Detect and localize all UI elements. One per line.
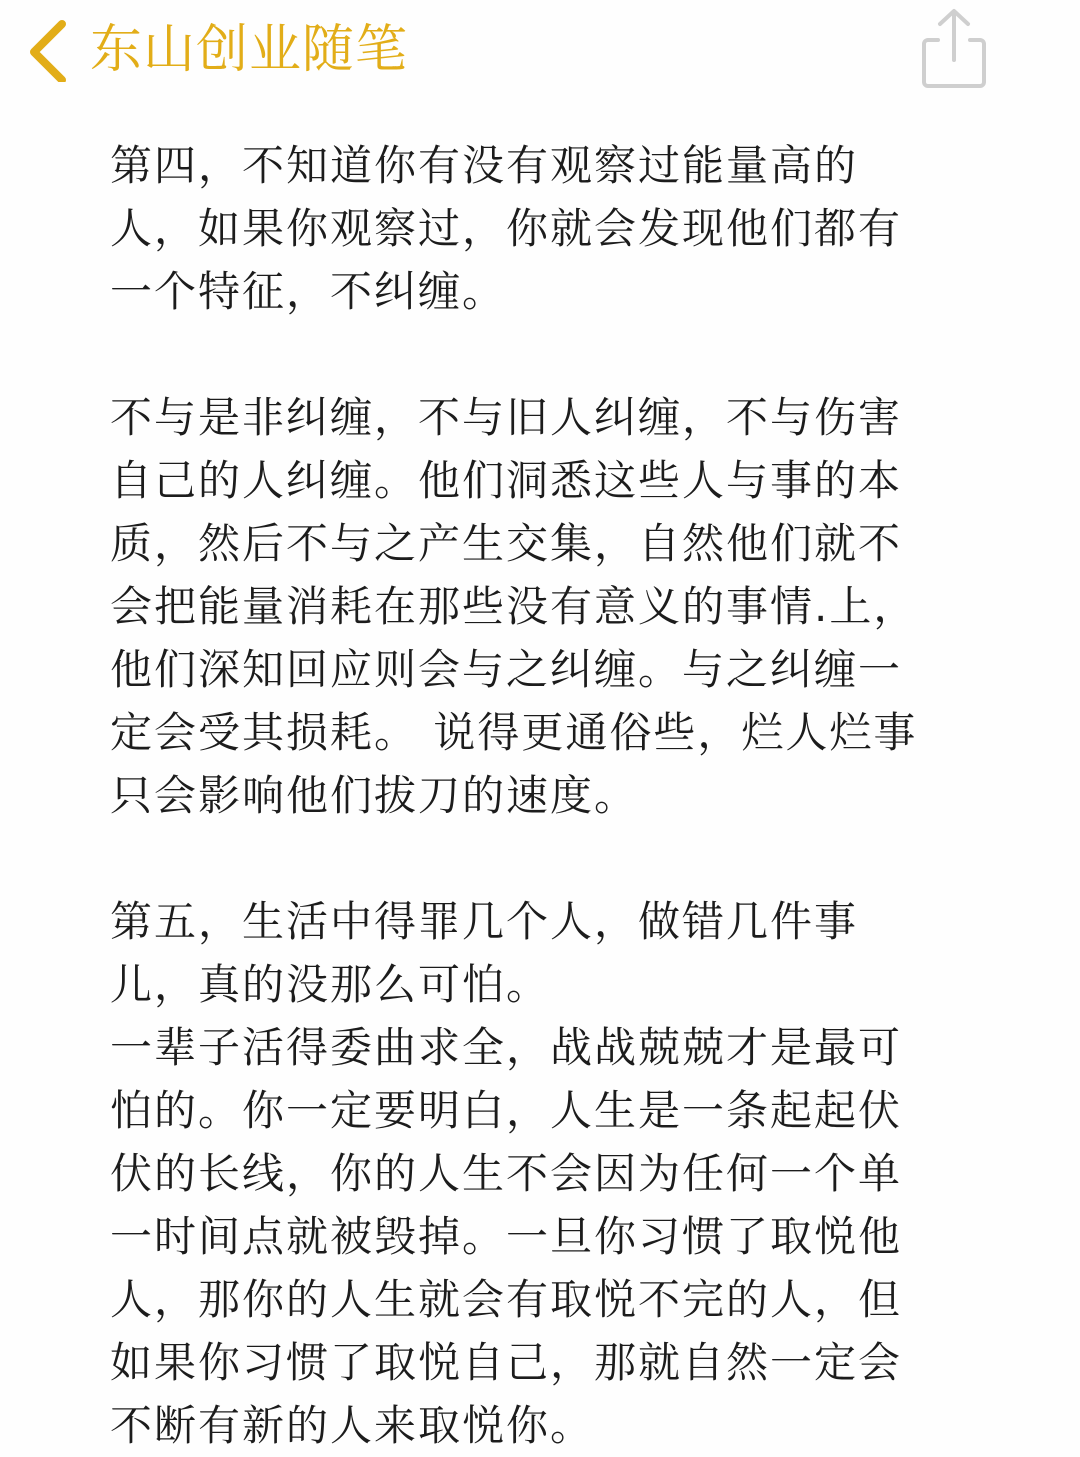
note-line: 伏的长线，你的人生不会因为任何一个单 bbox=[110, 1149, 903, 1198]
note-line: 会把能量消耗在那些没有意义的事情.上， bbox=[110, 582, 918, 631]
share-button[interactable] bbox=[916, 6, 992, 92]
note-line: 一时间点就被毁掉。一旦你习惯了取悦他 bbox=[110, 1212, 903, 1261]
note-folder-title: 东山创业随笔 bbox=[90, 20, 409, 80]
note-line: 定会受其损耗。 说得更通俗些，烂人烂事 bbox=[110, 708, 918, 757]
note-line: 怕的。你一定要明白，人生是一条起起伏 bbox=[110, 1086, 903, 1135]
chevron-left-icon bbox=[22, 18, 70, 82]
nav-bar bbox=[0, 0, 1080, 100]
note-line: 一辈子活得委曲求全，战战兢兢才是最可 bbox=[110, 1023, 903, 1072]
note-line: 不与是非纠缠，不与旧人纠缠，不与伤害 bbox=[110, 393, 903, 442]
note-line: 人，如果你观察过，你就会发现他们都有 bbox=[110, 204, 903, 253]
note-line: 自己的人纠缠。他们洞悉这些人与事的本 bbox=[110, 456, 903, 505]
note-line: 第五，生活中得罪几个人，做错几件事 bbox=[110, 897, 859, 946]
note-line: 只会影响他们拔刀的速度。 bbox=[110, 771, 639, 820]
back-button[interactable] bbox=[22, 14, 408, 86]
note-line: 人，那你的人生就会有取悦不完的人，但 bbox=[110, 1275, 903, 1324]
note-line: 不断有新的人来取悦你。 bbox=[110, 1401, 595, 1450]
note-line: 质，然后不与之产生交集，自然他们就不 bbox=[110, 519, 903, 568]
paragraph-gap bbox=[110, 827, 960, 890]
note-body[interactable] bbox=[110, 134, 960, 1457]
note-line: 他们深知回应则会与之纠缠。与之纠缠一 bbox=[110, 645, 903, 694]
note-line: 第四，不知道你有没有观察过能量高的 bbox=[110, 141, 859, 190]
note-line: 一个特征，不纠缠。 bbox=[110, 267, 507, 316]
paragraph-gap bbox=[110, 323, 960, 386]
note-line: 儿，真的没那么可怕。 bbox=[110, 960, 551, 1009]
note-line: 如果你习惯了取悦自己，那就自然一定会 bbox=[110, 1338, 903, 1387]
share-icon bbox=[916, 6, 992, 92]
